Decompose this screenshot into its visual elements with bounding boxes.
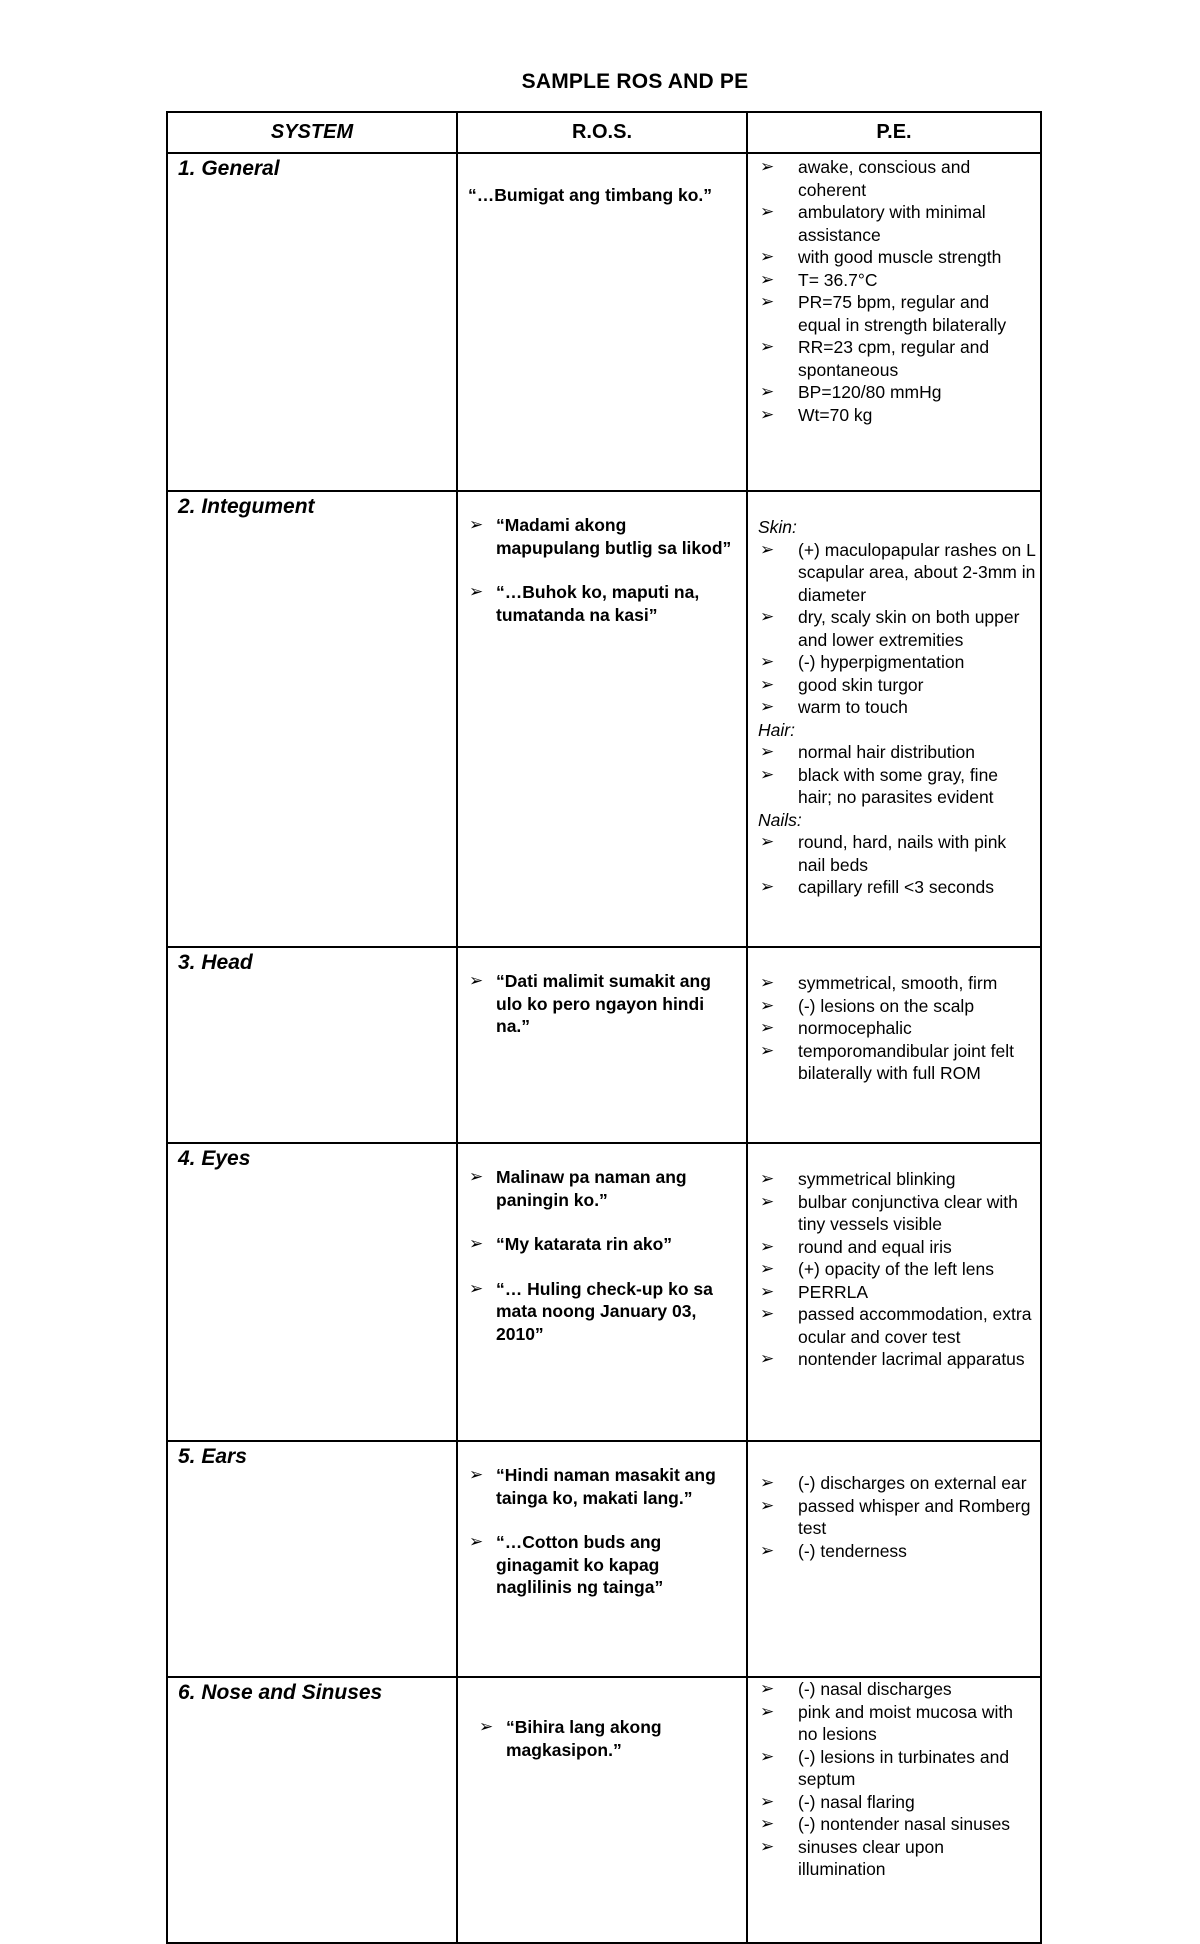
pe-item: ➢ pink and moist mucosa with no lesions [758, 1701, 1036, 1746]
pe-cell [747, 1677, 1041, 1943]
pe-list [758, 1472, 1036, 1562]
system-cell: 2. Integument [167, 491, 457, 947]
ros-cell [457, 491, 747, 947]
pe-item: ➢ (-) discharges on external ear [758, 1472, 1036, 1495]
pe-item: ➢ passed whisper and Romberg test [758, 1495, 1036, 1540]
pe-item: ➢ awake, conscious and coherent [758, 156, 1036, 201]
system-cell: 4. Eyes [167, 1143, 457, 1441]
ros-quote: “…Bumigat ang timbang ko.” [468, 185, 713, 205]
pe-subhead-skin: Skin: [758, 517, 797, 537]
system-cell: 6. Nose and Sinuses [167, 1677, 457, 1943]
pe-subhead-hair: Hair: [758, 719, 795, 740]
pe-item: ➢ (-) nasal discharges [758, 1678, 1036, 1701]
document-title: SAMPLE ROS AND PE [521, 70, 749, 93]
pe-list-nails [758, 831, 1036, 899]
table-row-nose-sinuses [167, 1677, 1041, 1943]
pe-item: ➢ ambulatory with minimal assistance [758, 201, 1036, 246]
ros-item: ➢ Malinaw pa naman ang paningin ko.” [466, 1166, 734, 1211]
system-cell: 3. Head [167, 947, 457, 1143]
pe-item: ➢ bulbar conjunctiva clear with tiny vessels visible [758, 1191, 1036, 1236]
pe-item: ➢ symmetrical, smooth, firm [758, 972, 1036, 995]
header-pe: P.E. [747, 112, 1041, 153]
pe-item: ➢ normal hair distribution [758, 741, 1036, 764]
pe-item: ➢ with good muscle strength [758, 246, 1036, 269]
pe-cell [747, 491, 1041, 947]
ros-cell [457, 1441, 747, 1677]
ros-item: ➢ “My katarata rin ako” [466, 1233, 734, 1256]
pe-item: ➢ nontender lacrimal apparatus [758, 1348, 1036, 1371]
pe-item: ➢ (+) maculopapular rashes on L scapular area, about 2-3mm in diameter [758, 539, 1036, 607]
pe-item: ➢ round, hard, nails with pink nail beds [758, 831, 1036, 876]
pe-item: ➢ dry, scaly skin on both upper and lower extremities [758, 606, 1036, 651]
pe-item: ➢ T= 36.7°C [758, 269, 1036, 292]
table-row-head [167, 947, 1041, 1143]
ros-item: ➢ “… Huling check-up ko sa mata noong January 03, 2010” [466, 1278, 734, 1346]
ros-cell [457, 947, 747, 1143]
pe-cell [747, 947, 1041, 1143]
pe-list [758, 972, 1036, 1085]
table-row-general [167, 153, 1041, 491]
pe-cell [747, 1143, 1041, 1441]
ros-cell [457, 1677, 747, 1943]
pe-item: ➢ warm to touch [758, 696, 1036, 719]
table-row-eyes [167, 1143, 1041, 1441]
ros-pe-table [166, 111, 1042, 1944]
pe-item: ➢ round and equal iris [758, 1236, 1036, 1259]
pe-list [758, 156, 1036, 426]
pe-item: ➢ PR=75 bpm, regular and equal in strength bilaterally [758, 291, 1036, 336]
ros-cell [457, 1143, 747, 1441]
ros-list [476, 1716, 734, 1761]
pe-list-hair [758, 741, 1036, 809]
pe-item: ➢ (-) lesions on the scalp [758, 995, 1036, 1018]
ros-item: ➢ “…Buhok ko, maputi na, tumatanda na kasi” [466, 581, 734, 626]
pe-item: ➢ black with some gray, fine hair; no parasites evident [758, 764, 1036, 809]
pe-item: ➢ RR=23 cpm, regular and spontaneous [758, 336, 1036, 381]
ros-list [466, 514, 734, 626]
table-row-ears [167, 1441, 1041, 1677]
pe-item: ➢ normocephalic [758, 1017, 1036, 1040]
ros-list [466, 970, 734, 1038]
pe-subhead-nails: Nails: [758, 809, 802, 830]
pe-cell [747, 1441, 1041, 1677]
pe-list-skin [758, 539, 1036, 719]
pe-item: ➢ capillary refill <3 seconds [758, 876, 1036, 899]
ros-list [466, 1464, 734, 1599]
pe-item: ➢ temporomandibular joint felt bilaterally with full ROM [758, 1040, 1036, 1085]
pe-item: ➢ (-) hyperpigmentation [758, 651, 1036, 674]
table-header-row [167, 112, 1041, 153]
header-ros: R.O.S. [457, 112, 747, 153]
pe-list [758, 1168, 1036, 1371]
pe-item: ➢ good skin turgor [758, 674, 1036, 697]
pe-item: ➢ (-) tenderness [758, 1540, 1036, 1563]
pe-item: ➢ sinuses clear upon illumination [758, 1836, 1036, 1881]
ros-item: ➢ “Dati malimit sumakit ang ulo ko pero ngayon hindi na.” [466, 970, 734, 1038]
pe-item: ➢ symmetrical blinking [758, 1168, 1036, 1191]
pe-item: ➢ (-) nasal flaring [758, 1791, 1036, 1814]
ros-item: ➢ “Bihira lang akong magkasipon.” [476, 1716, 734, 1761]
pe-list [758, 1678, 1036, 1881]
pe-item: ➢ passed accommodation, extra ocular and cover test [758, 1303, 1036, 1348]
system-cell: 1. General [167, 153, 457, 491]
pe-item: ➢ PERRLA [758, 1281, 1036, 1304]
ros-cell [457, 153, 747, 491]
pe-cell [747, 153, 1041, 491]
pe-item: ➢ Wt=70 kg [758, 404, 1036, 427]
system-cell: 5. Ears [167, 1441, 457, 1677]
pe-item: ➢ (+) opacity of the left lens [758, 1258, 1036, 1281]
ros-item: ➢ “…Cotton buds ang ginagamit ko kapag naglilinis ng tainga” [466, 1531, 734, 1599]
pe-item: ➢ (-) lesions in turbinates and septum [758, 1746, 1036, 1791]
ros-list [466, 1166, 734, 1345]
table-row-integument [167, 491, 1041, 947]
ros-item: ➢ “Hindi naman masakit ang tainga ko, makati lang.” [466, 1464, 734, 1509]
ros-item: ➢ “Madami akong mapupulang butlig sa likod” [466, 514, 734, 559]
header-system: SYSTEM [167, 112, 457, 153]
pe-item: ➢ (-) nontender nasal sinuses [758, 1813, 1036, 1836]
pe-item: ➢ BP=120/80 mmHg [758, 381, 1036, 404]
